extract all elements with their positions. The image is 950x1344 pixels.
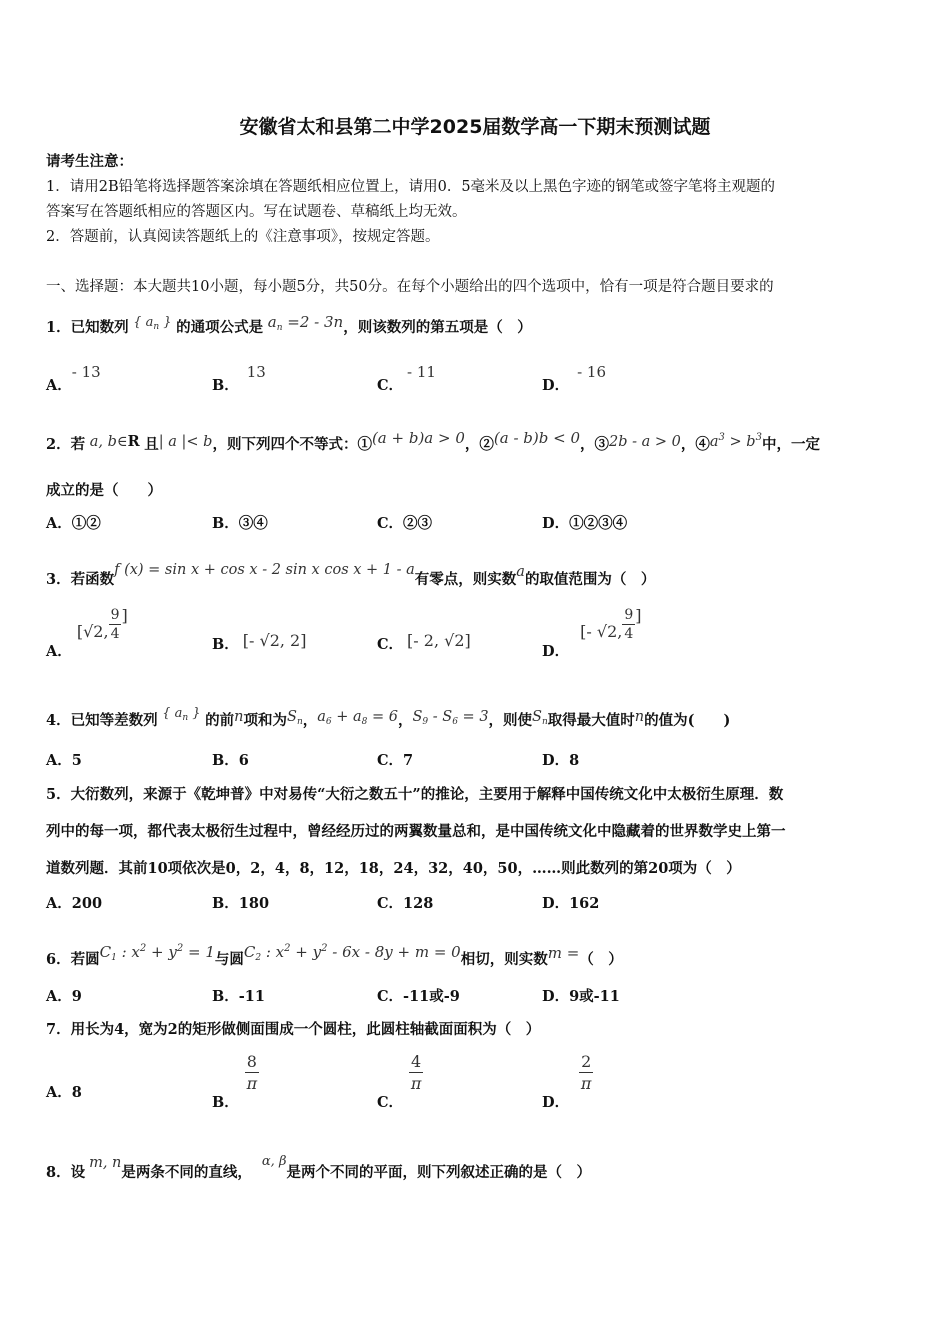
q8-text-3: 是两个不同的平面，则下列叙述正确的是（ ） [286,1164,591,1181]
q1-option-a-letter[interactable]: A． [46,377,72,394]
q3-text-2: 有零点，则实数 [414,571,517,588]
q5-option-c-value: 128 [403,895,434,912]
q5-option-d-value: 162 [569,895,600,912]
question-2 [46,428,820,455]
q4-option-c-value: 7 [403,752,414,769]
q1-sequence: { $a_n$ } [133,315,172,332]
q4-sequence: { $a_n$ } [162,706,201,723]
q5-option-c-letter[interactable]: C． [377,895,404,912]
q3-option-a-letter[interactable]: A． [46,643,72,660]
question-8 [46,1152,591,1183]
q4-text-3: 项和为 [243,712,288,729]
q2-option-b-letter[interactable]: B． [212,515,239,532]
q1-formula: $a_n =2 - 3n$ [267,313,344,333]
q2-option-c-letter[interactable]: C． [377,515,404,532]
q7-option-b-fraction: $\frac{8}{\pi}$ [246,1052,258,1093]
q4-option-c-letter[interactable]: C． [377,752,404,769]
q4-text-5: 取得最大值时 [547,712,635,729]
q4-sep-2: ， [397,712,413,729]
q4-option-d-letter[interactable]: D． [542,752,570,769]
q5-option-d-letter[interactable]: D． [542,895,570,912]
q2-number: 2． [46,436,71,453]
q3-option-a-right: ] [121,606,128,625]
q1-text-3: ，则该数列的第五项是（ ） [343,319,532,336]
q2-inequality-3: 2b - a > 0 [609,434,681,450]
q1-option-b-letter[interactable]: B． [212,377,239,394]
q1-option-c-value: - 11 [407,363,436,381]
q2-text-2: 且 [144,436,159,453]
q3-option-a-fraction: $\frac{9}{4}$ [110,607,120,642]
q3-text-3: 的取值范围为（ ） [524,571,656,588]
q4-n-2: n [634,709,645,725]
q4-sep-1: ， [302,712,318,729]
q6-option-c-letter[interactable]: C． [377,988,404,1005]
q3-option-b-letter[interactable]: B． [212,636,239,653]
q4-option-a-value: 5 [71,752,82,769]
q4-option-a-letter[interactable]: A． [46,752,72,769]
q2-sep-3: ，③ [580,436,610,453]
q2-condition-1: a, b∈R [89,433,140,450]
q1-number: 1． [46,319,71,336]
q6-text-1: 若圆 [70,951,100,968]
q5-option-b-value: 180 [238,895,270,912]
q6-m: m = [547,944,580,962]
q1-text-1: 已知数列 [70,319,129,336]
q4-number: 4． [46,712,71,729]
notice-line-1: 1．请用2B铅笔将选择题答案涂填在答题纸相应位置上，请用0．5毫米及以上黑色字迹的钢笔或签字笔将主观题的 [46,179,776,195]
q6-circle-2: $C_2$ : $x^2 + y^2 - 6x - 8y + m = 0$ [243,943,461,963]
q4-equation-2: $S_9 - S_6 = 3$ [412,709,489,727]
section-heading: 一、选择题：本大题共10小题，每小题5分，共50分。在每个小题给出的四个选项中，恰有一项是符合题目要求的 [46,279,774,295]
q8-text-1: 设 [70,1164,86,1181]
q1-option-d-value: - 16 [577,363,607,381]
q6-option-c-value: -11或-9 [403,988,460,1005]
q4-option-d-value: 8 [569,752,580,769]
q5-line-3: 道数列题．其前10项依次是0，2，4，8，12，18，24，32，40，50，……则此数列的第20项为（ ） [46,860,741,877]
q4-text-1: 已知等差数列 [70,712,158,729]
q6-text-4: （ ） [579,951,623,968]
q6-option-d-value: 9或-11 [569,988,620,1005]
q4-sn-2: $S_n$ [532,709,548,727]
q7-option-b-letter[interactable]: B． [212,1094,239,1111]
q3-option-c-letter[interactable]: C． [377,636,404,653]
q2-option-d-value: ①②③④ [569,515,628,532]
q1-option-b-value: 13 [246,363,266,381]
q2-text-4: 中，一定 [761,436,820,453]
question-4 [46,704,730,732]
q6-option-b-letter[interactable]: B． [212,988,239,1005]
q1-option-a-value: - 13 [71,363,101,381]
q4-text-4: ，则使 [488,712,533,729]
q5-option-a-letter[interactable]: A． [46,895,72,912]
q2-option-a-letter[interactable]: A． [46,515,72,532]
q7-option-c-letter[interactable]: C． [377,1094,404,1111]
q8-number: 8． [46,1164,71,1181]
q1-option-c-letter[interactable]: C． [377,377,404,394]
question-6 [46,939,623,970]
q2-condition-2: | a |< b [158,434,213,450]
q4-text-2: 的前 [205,712,235,729]
q3-param-a: a [516,564,525,580]
question-7: 7．用长为4，宽为2的矩形做侧面围成一个圆柱，此圆柱轴截面面积为（ ） [46,1021,541,1038]
question-3 [46,560,655,590]
notice-line-3: 2．答题前，认真阅读答题纸上的《注意事项》，按规定答题。 [46,229,440,245]
q3-function: f (x) = sin x + cos x - 2 sin x cos x + 1 - a [114,562,415,578]
q7-options [46,1052,906,1111]
q3-options [46,606,906,660]
q2-option-c-value: ②③ [403,515,433,532]
q7-option-a-letter[interactable]: A． [46,1084,72,1101]
q2-inequality-4: $a^3 > b^3$ [709,432,762,450]
q3-number: 3． [46,571,71,588]
q6-option-d-letter[interactable]: D． [542,988,570,1005]
q2-sep-4: ，④ [680,436,710,453]
notice-heading: 请考生注意： [46,153,133,170]
q3-option-b-value: [- √2, 2] [242,631,307,650]
q3-option-d-right: ] [635,606,642,625]
q2-option-a-value: ①② [71,515,101,532]
q8-planes: α, β [261,1154,287,1169]
q7-option-d-letter[interactable]: D． [542,1094,570,1111]
q2-option-b-value: ③④ [238,515,268,532]
q2-inequality-2: (a - b)b < 0 [493,429,581,447]
q3-option-c-value: [- 2, √2] [407,631,471,650]
q6-option-a-letter[interactable]: A． [46,988,72,1005]
q4-option-b-value: 6 [238,752,249,769]
notice-line-2: 答案写在答题纸相应的答题区内。写在试题卷、草稿纸上均无效。 [46,204,467,220]
q4-option-b-letter[interactable]: B． [212,752,239,769]
q4-text-6: 的值为( ) [644,712,731,729]
q5-option-b-letter[interactable]: B． [212,895,239,912]
q4-sn: $S_n$ [287,709,303,727]
q6-text-2: 与圆 [214,951,244,968]
q6-circle-1: $C_1$ : $x^2 + y^2 = 1$ [99,943,215,963]
q4-n: n [234,709,244,725]
q3-option-d-letter[interactable]: D． [542,643,570,660]
q3-option-d-left: [- √2, [580,622,623,641]
q7-option-c-fraction: $\frac{4}{\pi}$ [410,1052,422,1093]
q5-line-2: 列中的每一项，都代表太极衍生过程中，曾经经历过的两翼数量总和，是中国传统文化中隐藏着的世界数学史上第一 [46,823,786,840]
q2-text-3: ，则下列四个不等式：① [212,436,372,453]
q2-line-2: 成立的是（ ） [46,482,162,499]
q3-option-d-fraction: $\frac{9}{4}$ [624,607,634,642]
q2-inequality-1: (a + b)a > 0 [371,429,465,447]
q2-option-d-letter[interactable]: D． [542,515,570,532]
q3-option-a-left: [√2, [76,622,109,641]
q6-number: 6． [46,951,71,968]
q2-text-1: 若 [70,436,86,453]
question-1 [46,312,532,338]
q5-line-1: 5．大衍数列，来源于《乾坤普》中对易传“大衍之数五十”的推论，主要用于解释中国传统文化中太极衍生原理．数 [46,786,784,803]
q8-lines: m, n [89,1155,122,1171]
q7-option-a-value: 8 [71,1084,82,1101]
q2-sep-2: ，② [464,436,494,453]
q8-text-2: 是两条不同的直线， [121,1164,252,1181]
q3-text-1: 若函数 [70,571,115,588]
q1-text-2: 的通项公式是 [176,319,264,336]
q1-option-d-letter[interactable]: D． [542,377,570,394]
q7-option-d-fraction: $\frac{2}{\pi}$ [580,1052,592,1093]
q6-option-a-value: 9 [71,988,82,1005]
q4-equation-1: $a_6 + a_8 = 6$ [317,709,398,727]
q6-option-b-value: -11 [238,988,265,1005]
page-title: 安徽省太和县第二中学2025届数学高一下期末预测试题 [239,116,711,138]
q5-option-a-value: 200 [71,895,103,912]
q6-text-3: 相切，则实数 [460,951,548,968]
